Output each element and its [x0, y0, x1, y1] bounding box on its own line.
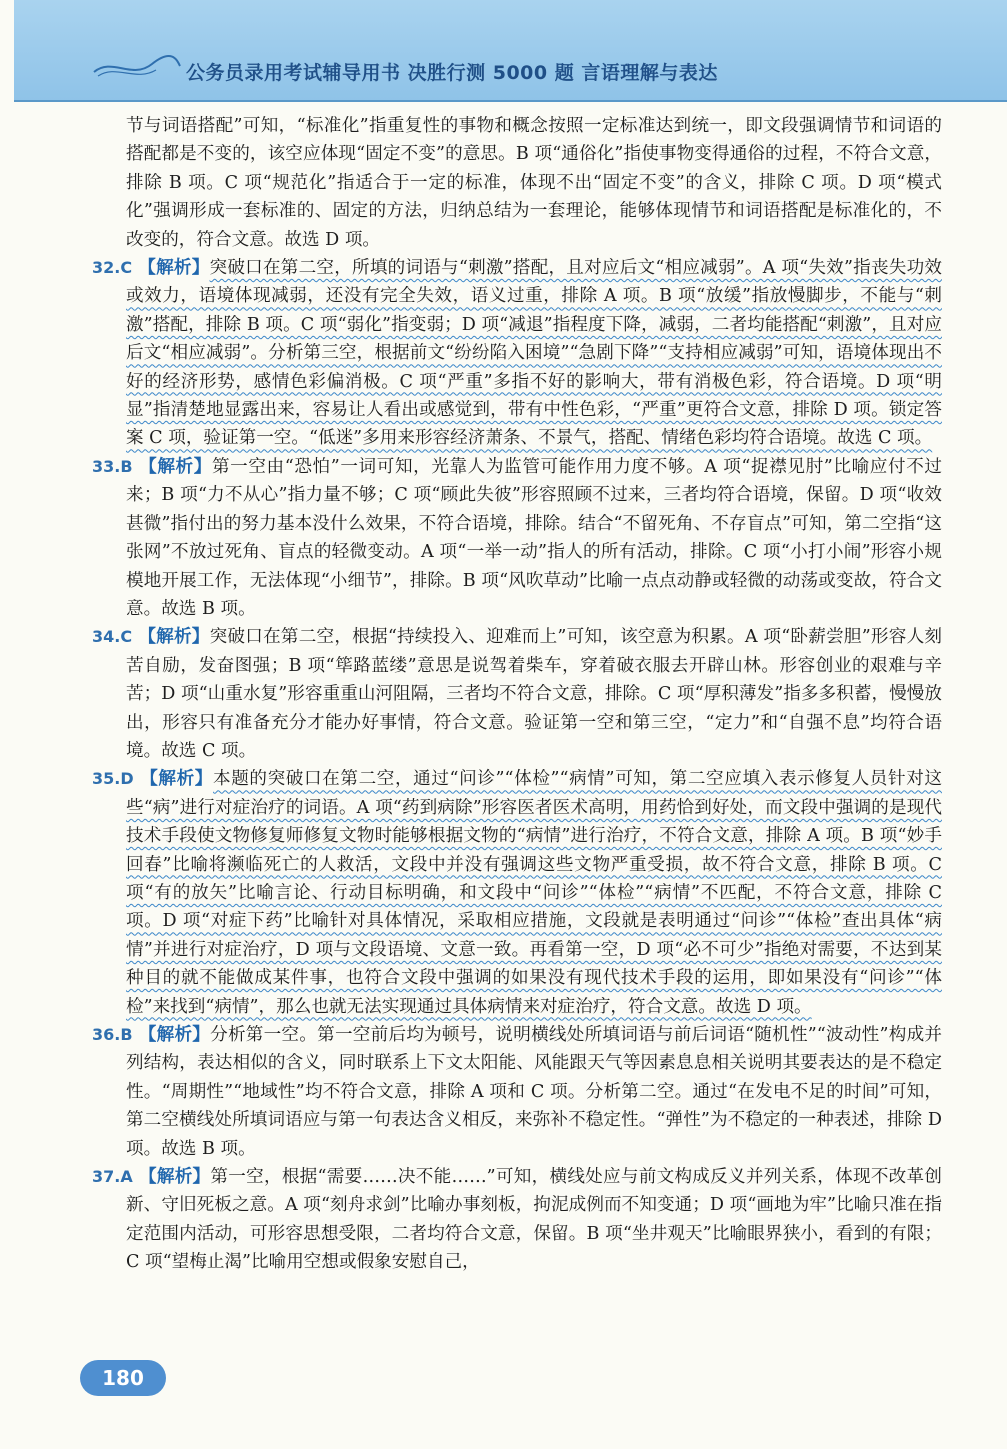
analysis-tag: 【解析】 [138, 1166, 211, 1188]
analysis-text: 突破口在第二空，所填的词语与“刺激”搭配，且对应后文“相应减弱”。A 项“失效”指丧失功效或效力，语境体现减弱，还没有完全失效，语义过重，排除 A 项。B 项“放缓”指放慢脚步，不能与“刺激”搭配，排除 B 项。C 项“弱化”指变弱；D 项“减退”指程度下降，减弱，二者均能搭配“刺激”，且对应后文“相应减弱”。分析第三空，根据前文“纷纷陷入困境”“急剧下降”“支持相应减弱”可知，语境体现出不好的经济形势，感情色彩偏消极。C 项“严重”多指不好的影响大，带有消极色彩，符合语境。D 项“明显”指清楚地显露出来，容易让人看出或感觉到，带有中性色彩，“严重”更符合文意，排除 D 项。锁定答案 C 项，验证第一空。“低迷”多用来形容经济萧条、不景气，搭配、情绪色彩均符合语境。故选 C 项。 [126, 258, 942, 449]
question-number: 36.B [92, 1025, 133, 1044]
page-header [14, 0, 1007, 102]
analysis-text: 第一空，根据“需要……决不能……”可知，横线处应与前文构成反义并列关系，体现不改革创新、守旧死板之意。A 项“刻舟求剑”比喻办事刻板，拘泥成例而不知变通；D 项“画地为牢”比喻只准在指定范围内活动，可形容思想受限，二者均符合文意，保留。B 项“坐井观天”比喻眼界狭小，看到的有限；C 项“望梅止渴”比喻用空想或假象安慰自己， [126, 1167, 942, 1273]
intro-paragraph: 节与词语搭配”可知，“标准化”指重复性的事物和概念按照一定标准达到统一，即文段强调情节和词语的搭配都是不变的，该空应体现“固定不变”的意思。B 项“通俗化”指使事物变得通俗的过程，不符合文意，排除 B 项。C 项“规范化”指适合于一定的标准，体现不出“固定不变”的含义，排除 C 项。D 项“模式化”强调形成一套标准的、固定的方法，归纳总结为一套理论，能够体现情节和词语搭配是标准化的，不改变的，符合文意。故选 D 项。 [126, 116, 942, 250]
analysis-tag: 【解析】 [139, 768, 214, 790]
answer-entry [92, 254, 942, 453]
analysis-text: 分析第一空。第一空前后均为顿号，说明横线处所填词语与前后词语“随机性”“波动性”构成并列结构，表达相似的含义，同时联系上下文太阳能、风能跟天气等因素息息相关说明其要表达的是不稳定性。“周期性”“地域性”均不符合文意，排除 A 项和 C 项。分析第二空。通过“在发电不足的时间”可知，第二空横线处所填词语应与第一句表达含义相反，来弥补不稳定性。“弹性”为不稳定的一种表述，排除 D 项。故选 B 项。 [126, 1025, 942, 1159]
answer-entry [92, 765, 942, 1021]
answer-entry [92, 1021, 942, 1163]
analysis-tag: 【解析】 [138, 257, 210, 279]
analysis-text: 本题的突破口在第二空，通过“问诊”“体检”“病情”可知，第二空应填入表示修复人员针对这些“病”进行对症治疗的词语。A 项“药到病除”形容医者医术高明，用药恰到好处，而文段中强调的是现代技术手段使文物修复师修复文物时能够根据文物的“病情”进行治疗，不符合文意，排除 A 项。B 项“妙手回春”比喻将濒临死亡的人救活，文段中并没有强调这些文物严重受损，故不符合文意，排除 B 项。C 项“有的放矢”比喻言论、行动目标明确，和文段中“问诊”“体检”“病情”不匹配，不符合文意，排除 C 项。D 项“对症下药”比喻针对具体情况，采取相应措施，文段就是表明通过“问诊”“体检”查出具体“病情”并进行对症治疗，D 项与文段语境、文意一致。再看第一空，D 项“必不可少”指绝对需要，不达到某种目的就不能做成某件事，也符合文段中强调的如果没有现代技术手段的运用，即如果没有“问诊”“体检”来找到“病情”，那么也就无法实现通过具体病情来对症治疗，符合文意。故选 D 项。 [126, 769, 942, 1017]
analysis-text: 突破口在第二空，根据“持续投入、迎难而上”可知，该空意为积累。A 项“卧薪尝胆”形容人刻苦自励，发奋图强；B 项“筚路蓝缕”意思是说驾着柴车，穿着破衣服去开辟山林。形容创业的艰难与辛苦；D 项“山重水复”形容重重山河阻隔，三者均不符合文意，排除。C 项“厚积薄发”指多多积蓄，慢慢放出，形容只有准备充分才能办好事情，符合文意。验证第一空和第三空，“定力”和“自强不息”均符合语境。故选 C 项。 [126, 627, 942, 761]
question-number: 32.C [92, 258, 133, 278]
question-number: 33.B [92, 456, 133, 476]
question-number: 35.D [92, 769, 134, 789]
question-number: 37.A [92, 1167, 133, 1187]
answer-entry [92, 453, 942, 623]
ribbon-decoration-icon [92, 52, 182, 82]
analysis-tag: 【解析】 [138, 1024, 211, 1045]
answer-entry [92, 623, 942, 765]
page-number: 180 [80, 1360, 166, 1396]
question-number: 34.C [92, 627, 133, 647]
analysis-tag: 【解析】 [138, 626, 210, 648]
answer-content [92, 112, 942, 1277]
book-title: 公务员录用考试辅导用书 决胜行测 5000 题 言语理解与表达 [186, 62, 718, 84]
analysis-tag: 【解析】 [138, 455, 212, 477]
analysis-text: 第一空由“恐怕”一词可知，光靠人为监管可能作用力度不够。A 项“捉襟见肘”比喻应付不过来；B 项“力不从心”指力量不够；C 项“顾此失彼”形容照顾不过来，三者均符合语境，保留。D 项“收效甚微”指付出的努力基本没什么效果，不符合语境，排除。结合“不留死角、不存盲点”可知，第二空指“这张网”不放过死角、盲点的轻微变动。A 项“一举一动”指人的所有活动，排除。C 项“小打小闹”形容小规模地开展工作，无法体现“小细节”，排除。B 项“风吹草动”比喻一点点动静或轻微的动荡或变故，符合文意。故选 B 项。 [126, 456, 942, 619]
answer-entry [92, 1163, 942, 1277]
